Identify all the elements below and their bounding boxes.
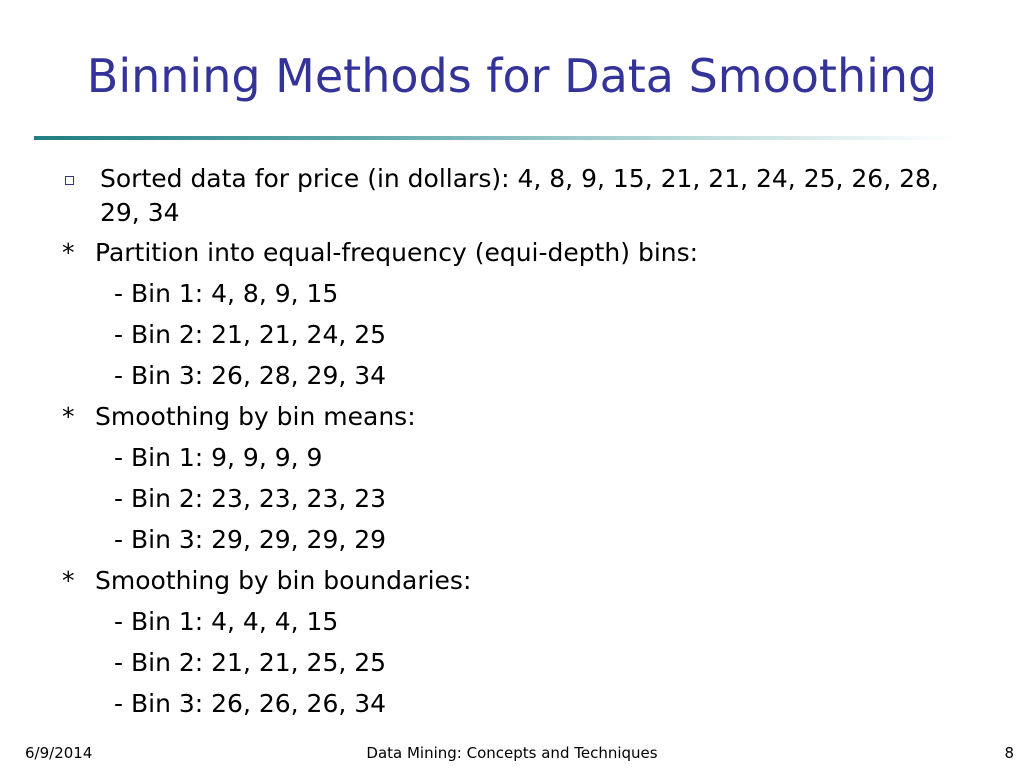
intro-line-1: Sorted data for price (in dollars): 4, 8, 9, 15, 21, 21, 24, 25, 26, 28,: [100, 164, 939, 193]
footer-course-title: Data Mining: Concepts and Techniques: [366, 744, 658, 762]
list-item: - Bin 3: 26, 28, 29, 34: [114, 361, 387, 390]
asterisk-marker: *: [62, 238, 75, 267]
list-item: - Bin 1: 4, 8, 9, 15: [114, 279, 339, 308]
list-item: - Bin 2: 23, 23, 23, 23: [114, 484, 387, 513]
section-heading-partition: Partition into equal-frequency (equi-depth) bins:: [95, 238, 699, 267]
section-heading-means: Smoothing by bin means:: [95, 402, 416, 431]
list-item: - Bin 3: 26, 26, 26, 34: [114, 689, 387, 718]
list-item: - Bin 1: 9, 9, 9, 9: [114, 443, 323, 472]
list-item: - Bin 3: 29, 29, 29, 29: [114, 525, 387, 554]
list-item: - Bin 2: 21, 21, 25, 25: [114, 648, 387, 677]
footer-page-number: 8: [1004, 744, 1014, 762]
footer-date: 6/9/2014: [25, 744, 93, 762]
asterisk-marker: *: [62, 566, 75, 595]
section-heading-boundaries: Smoothing by bin boundaries:: [95, 566, 472, 595]
slide-title: Binning Methods for Data Smoothing: [86, 49, 938, 103]
asterisk-marker: *: [62, 402, 75, 431]
intro-line-2: 29, 34: [100, 198, 180, 227]
square-bullet-icon: [65, 176, 74, 185]
list-item: - Bin 2: 21, 21, 24, 25: [114, 320, 387, 349]
list-item: - Bin 1: 4, 4, 4, 15: [114, 607, 339, 636]
